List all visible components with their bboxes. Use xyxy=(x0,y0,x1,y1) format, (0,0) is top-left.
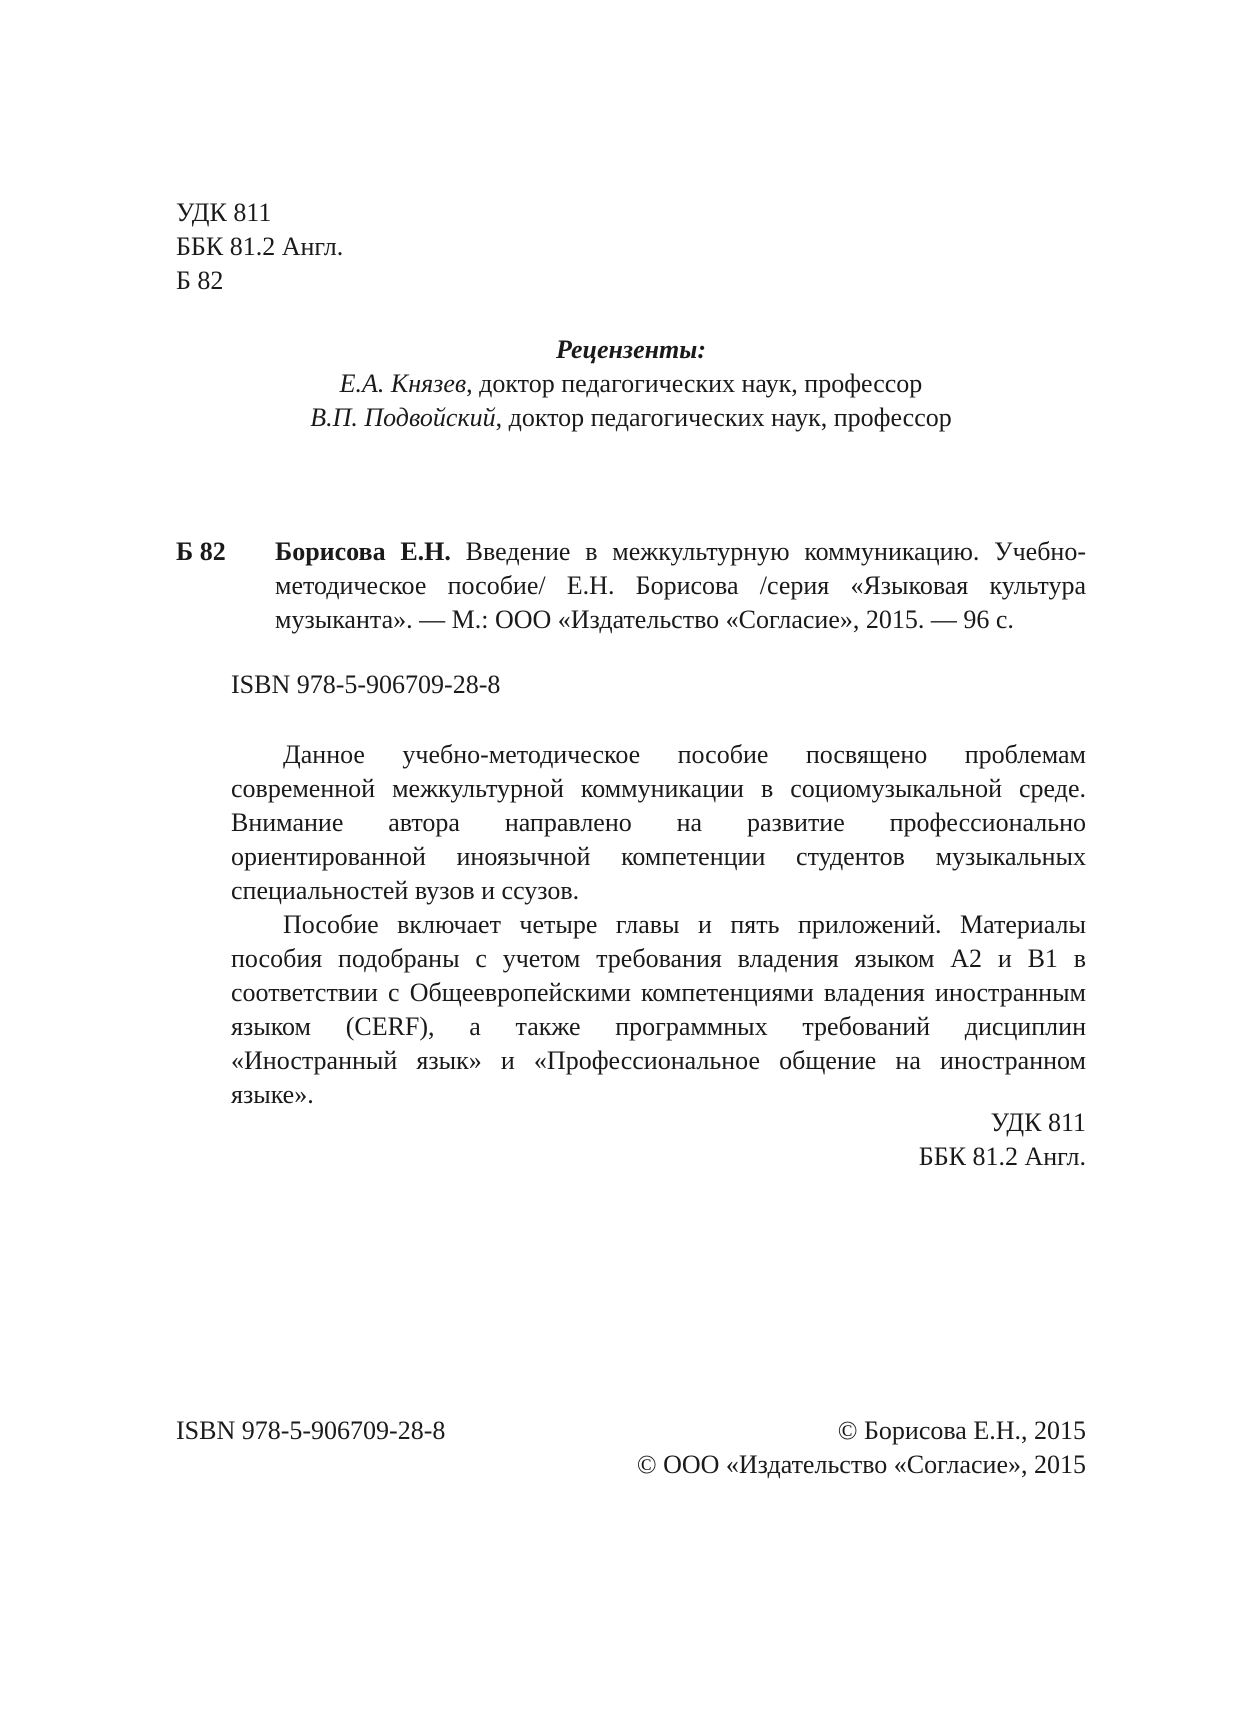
copyright-author: © Борисова Е.Н., 2015 xyxy=(837,1416,1086,1445)
record-description: Введение в межкультурную коммуникацию. Учебно-методическое пособие/ Е.Н. Борисова /серия «Языковая культура музыканта». — М.: ООО «Издательство «Согласие», 2015. — 96 с. xyxy=(275,537,1086,634)
annotation-paragraph-2: Пособие включает четыре главы и пять приложений. Материалы пособия подобраны с учетом требования владения языком А2 и В1 в соответствии с Общеевропейскими компетенциями владения иностранным языком (CERF), а также программных требований дисциплин «Иностранный язык» и «Профессиональное общение на иностранном языке». xyxy=(231,910,1086,1109)
record-code: Б 82 xyxy=(176,537,226,566)
copyright-notices xyxy=(637,1414,1086,1482)
reviewer-1 xyxy=(176,367,1086,401)
annotation-paragraph-1: Данное учебно-методическое пособие посвящено проблемам современной межкультурной коммуникации в социомузыкальной среде. Внимание автора направлено на развитие профессионально ориентированной иноязычной компетенции студентов музыкальных специальностей вузов и ссузов. xyxy=(231,740,1086,905)
bbk-code: ББК 81.2 Англ. xyxy=(918,1142,1086,1171)
record-entry xyxy=(176,535,1086,637)
udk-code: УДК 811 xyxy=(176,198,272,227)
reviewer-name: В.П. Подвойский xyxy=(310,403,496,432)
classification-bottom xyxy=(919,1106,1086,1174)
udk-code: УДК 811 xyxy=(990,1108,1086,1137)
reviewers-section xyxy=(176,333,1086,435)
reviewer-name: Е.А. Князев xyxy=(339,369,467,398)
record-isbn: ISBN 978-5-906709-28-8 xyxy=(231,670,501,699)
copyright-publisher: © ООО «Издательство «Согласие», 2015 xyxy=(636,1450,1086,1479)
reviewers-heading: Рецензенты: xyxy=(556,335,706,364)
classification-top xyxy=(176,196,343,298)
bibliographic-record xyxy=(176,535,1086,702)
author-sign: Б 82 xyxy=(176,266,224,295)
reviewer-title: , доктор педагогических наук, профессор xyxy=(466,369,923,398)
bbk-code: ББК 81.2 Англ. xyxy=(176,232,344,261)
footer-isbn: ISBN 978-5-906709-28-8 xyxy=(176,1416,446,1445)
record-author: Борисова Е.Н. xyxy=(275,537,451,566)
reviewer-2 xyxy=(176,401,1086,435)
reviewer-title: , доктор педагогических наук, профессор xyxy=(495,403,952,432)
annotation xyxy=(231,738,1086,1112)
